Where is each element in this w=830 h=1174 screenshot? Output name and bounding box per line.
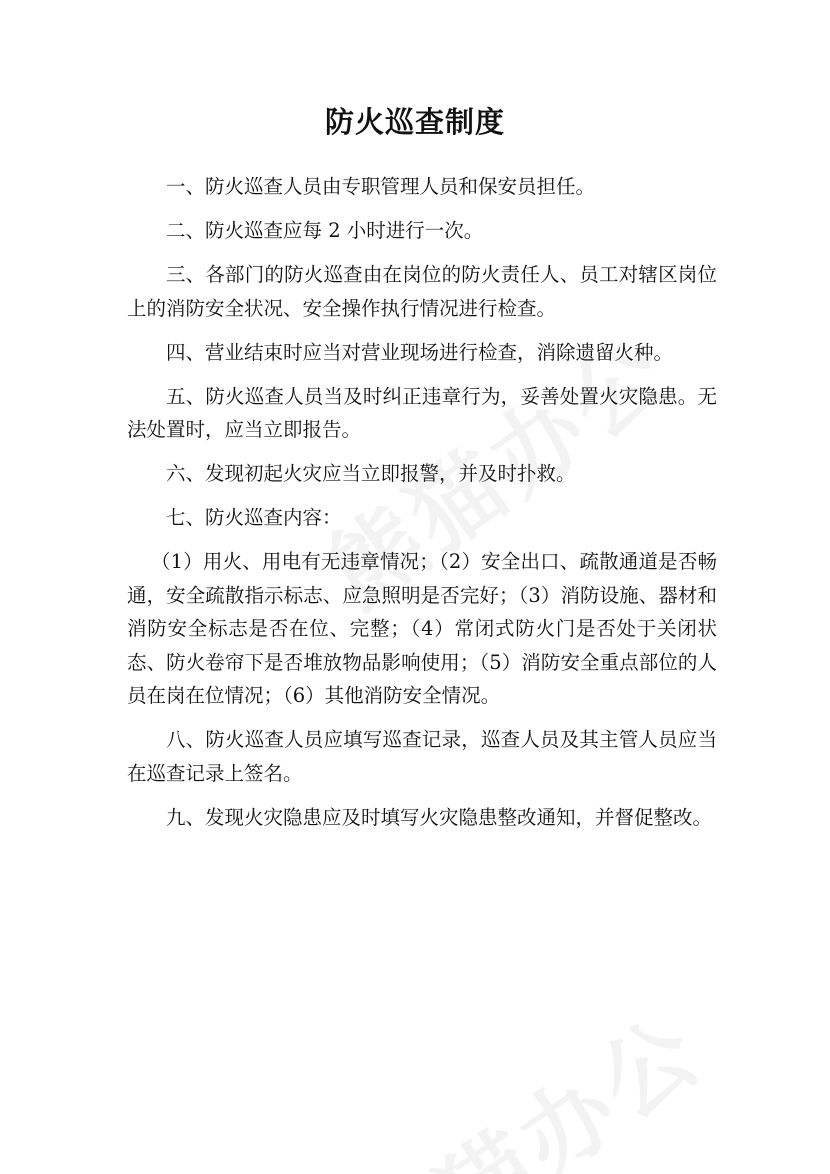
paragraph-5: 五、防火巡查人员当及时纠正违章行为，妥善处置火灾隐患。无法处置时，应当立即报告。 — [127, 384, 717, 441]
paragraph-6: 六、发现初起火灾应当立即报警，并及时扑救。 — [166, 462, 576, 485]
document-body — [127, 170, 717, 845]
paragraph-7: 七、防火巡查内容： — [166, 506, 342, 529]
watermark — [328, 980, 725, 1174]
paragraph-2: 二、防火巡查应每 2 小时进行一次。 — [166, 219, 484, 242]
paragraph-inspection-items: （1）用火、用电有无违章情况；（2）安全出口、疏散通道是否畅通，安全疏散指示标志、应急照明是否完好；（3）消防设施、器材和消防安全标志是否在位、完整；（4）常闭式防火门是否处于关闭状态、防火卷帘下是否堆放物品影响使用；（5）消防安全重点部位的人员在岗在位情况；（6）其他消防安全情况。 — [127, 550, 717, 707]
paragraph-3: 三、各部门的防火巡查由在岗位的防火责任人、员工对辖区岗位上的消防安全状况、安全操作执行情况进行检查。 — [127, 263, 717, 320]
paragraph-1: 一、防火巡查人员由专职管理人员和保安员担任。 — [166, 175, 596, 198]
page-title: 防火巡查制度 — [324, 105, 505, 139]
paragraph-4: 四、营业结束时应当对营业现场进行检查，消除遗留火种。 — [166, 340, 674, 364]
paragraph-9: 九、发现火灾隐患应及时填写火灾隐患整改通知，并督促整改。 — [166, 805, 713, 829]
paragraph-8: 八、防火巡查人员应填写巡查记录，巡查人员及其主管人员应当在巡查记录上签名。 — [127, 728, 717, 785]
